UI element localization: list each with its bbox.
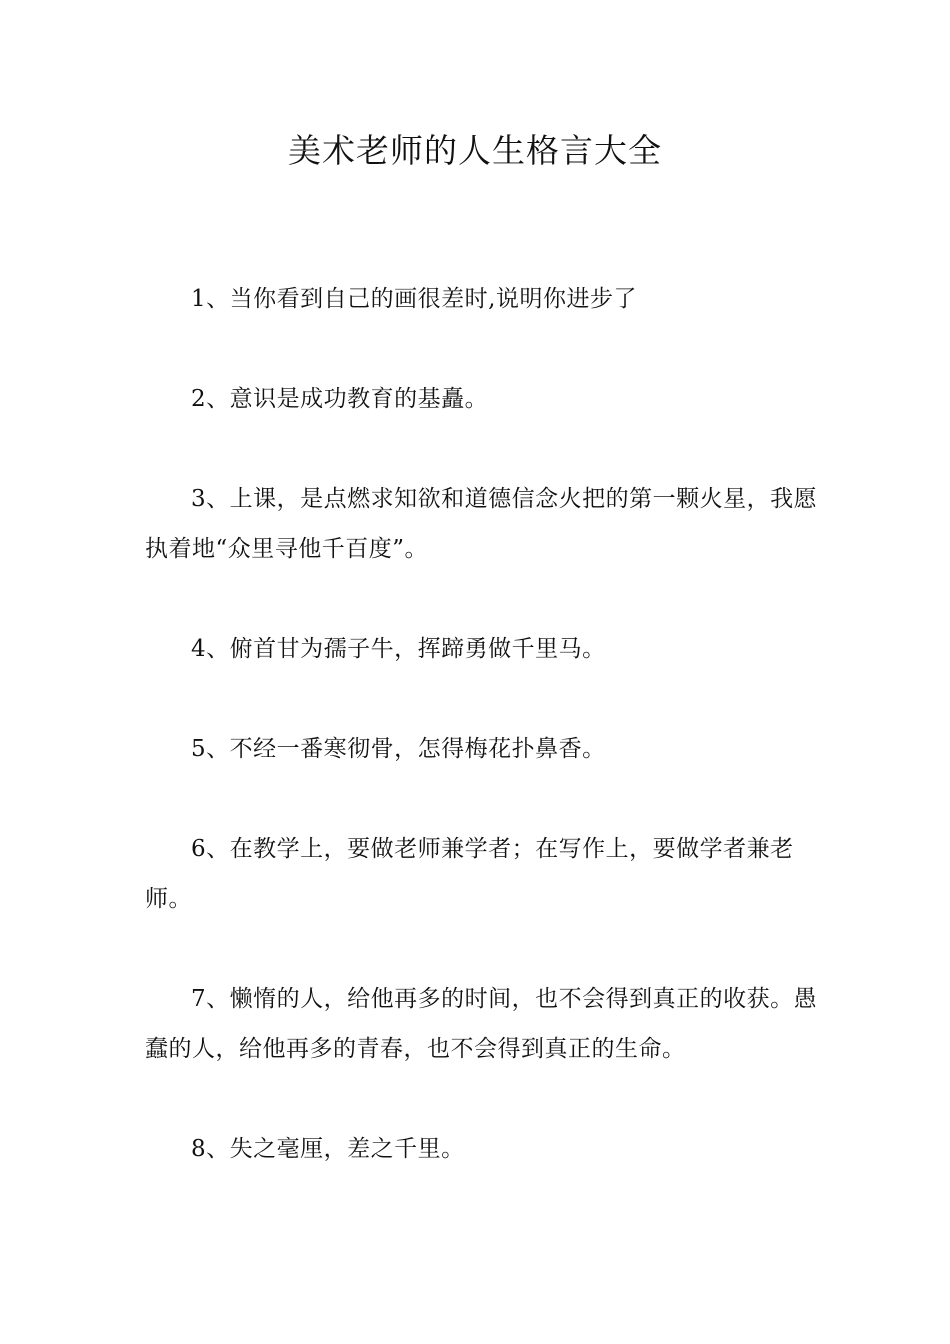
maxim-item-6: 6、在教学上，要做老师兼学者；在写作上，要做学者兼老师。: [145, 836, 794, 912]
maxim-item-5: 5、不经一番寒彻骨，怎得梅花扑鼻香。: [191, 736, 606, 762]
maxim-item-4: 4、俯首甘为孺子牛，挥蹄勇做千里马。: [191, 636, 606, 662]
page-title: 美术老师的人生格言大全: [288, 131, 662, 170]
maxim-item-7: 7、懒惰的人，给他再多的时间，也不会得到真正的收获。愚蠢的人，给他再多的青春，也不会得到真正的生命。: [145, 986, 818, 1062]
maxim-item-1: 1、当你看到自己的画很差时,说明你进步了: [191, 286, 637, 312]
maxim-item-8: 8、失之毫厘，差之千里。: [191, 1136, 465, 1162]
maxim-item-3: 3、上课，是点燃求知欲和道德信念火把的第一颗火星，我愿执着地“众里寻他千百度”。: [145, 486, 818, 562]
maxim-item-2: 2、意识是成功教育的基矗。: [191, 386, 489, 412]
maxim-list: [145, 274, 825, 1224]
